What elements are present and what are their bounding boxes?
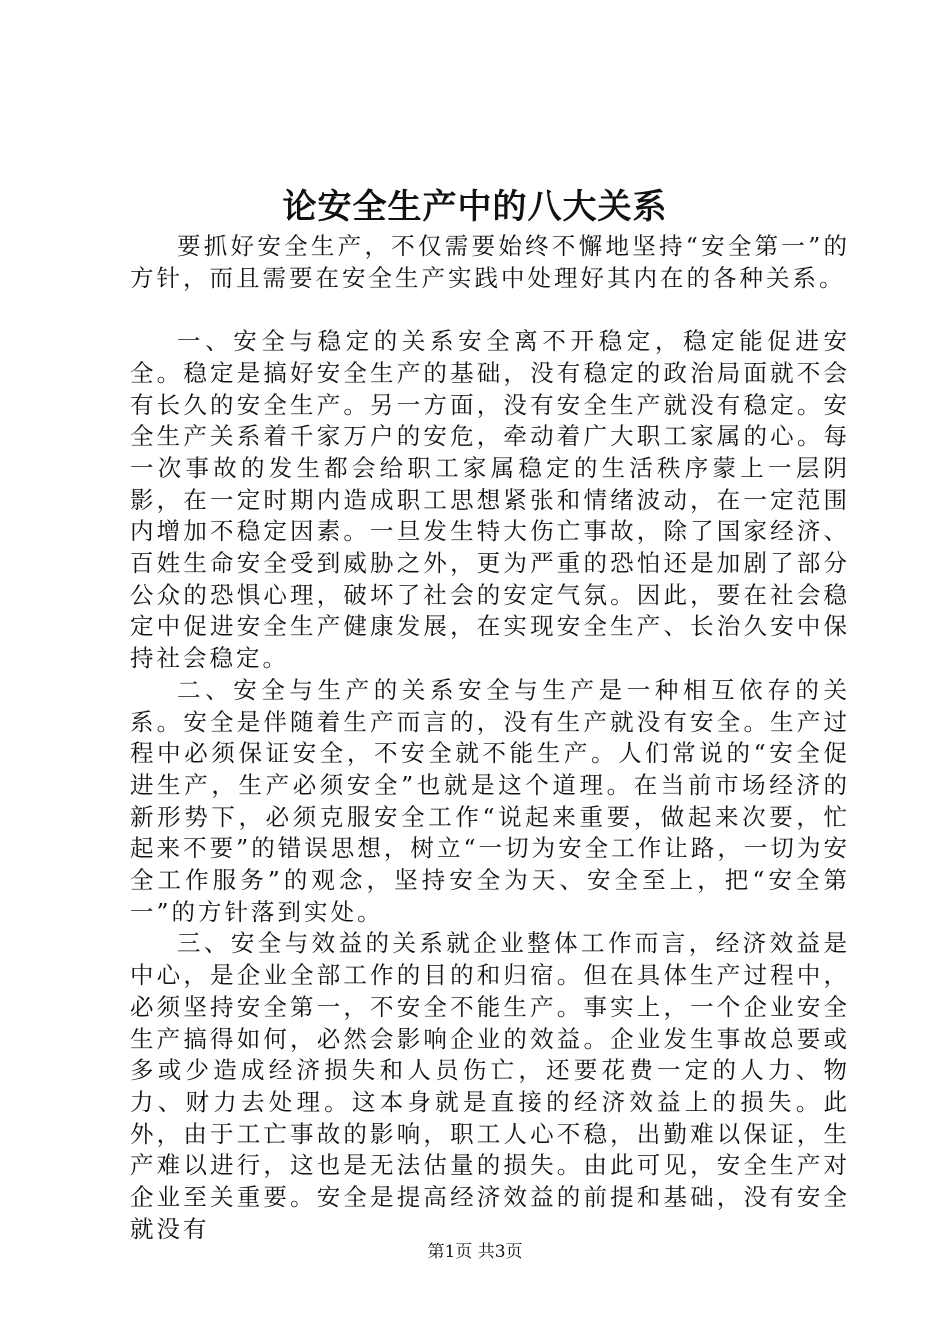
document-title: 论安全生产中的八大关系 [282, 187, 668, 227]
intro-paragraph: 要抓好安全生产，不仅需要始终不懈地坚持“安全第一”的方针，而且需要在安全生产实践中处理好其内在的各种关系。 [130, 232, 850, 292]
section-paragraph-stability: 一、安全与稳定的关系安全离不开稳定，稳定能促进安全。稳定是搞好安全生产的基础，没有稳定的政治局面就不会有长久的安全生产。另一方面，没有安全生产就没有稳定。安全生产关系着千家万户的安危，牵动着广大职工家属的心。每一次事故的发生都会给职工家属稳定的生活秩序蒙上一层阴影，在一定时期内造成职工思想紧张和情绪波动，在一定范围内增加不稳定因素。一旦发生特大伤亡事故，除了国家经济、百姓生命安全受到威胁之外，更为严重的恐怕还是加剧了部分公众的恐惧心理，破坏了社会的安定气氛。因此，要在社会稳定中促进安全生产健康发展，在实现安全生产、长治久安中保持社会稳定。 [130, 327, 850, 673]
page-number-footer: 第1页 共3页 [427, 1242, 523, 1262]
section-paragraph-production: 二、安全与生产的关系安全与生产是一种相互依存的关系。安全是伴随着生产而言的，没有生产就没有安全。生产过程中必须保证安全，不安全就不能生产。人们常说的“安全促进生产，生产必须安全”也就是这个道理。在当前市场经济的新形势下，必须克服安全工作“说起来重要，做起来次要，忙起来不要”的错误思想，树立“一切为安全工作让路，一切为安全工作服务”的观念，坚持安全为天、安全至上，把“安全第一”的方针落到实处。 [130, 675, 850, 926]
section-paragraph-benefit: 三、安全与效益的关系就企业整体工作而言，经济效益是中心，是企业全部工作的目的和归宿。但在具体生产过程中，必须坚持安全第一，不安全不能生产。事实上，一个企业安全生产搞得如何，必然会影响企业的效益。企业发生事故总要或多或少造成经济损失和人员伤亡，还要花费一定的人力、物力、财力去处理。这本身就是直接的经济效益上的损失。此外，由于工亡事故的影响，职工人心不稳，出勤难以保证，生产难以进行，这也是无法估量的损失。由此可见，安全生产对企业至关重要。安全是提高经济效益的前提和基础，没有安全就没有 [130, 929, 850, 1243]
document-body [130, 231, 850, 1245]
